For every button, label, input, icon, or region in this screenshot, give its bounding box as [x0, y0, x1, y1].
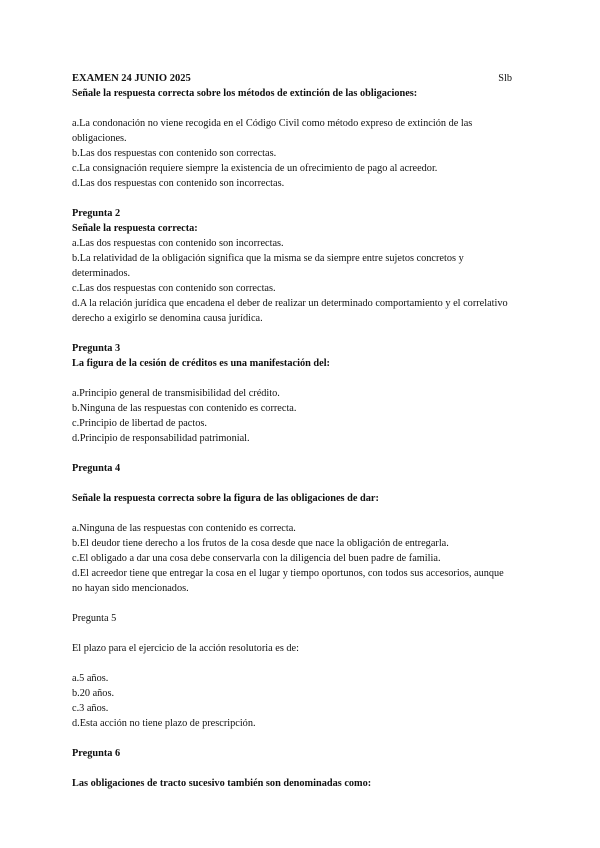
question-3-heading: Pregunta 3 — [72, 343, 121, 354]
question-6 — [72, 746, 512, 791]
question-5-option-d: d.Esta acción no tiene plazo de prescripción. — [72, 718, 256, 729]
question-4-option-d: d.El acreedor tiene que entregar la cosa en el lugar y tiempo oportunos, con todos sus accesorios, aunque no hayan sido mencionados. — [72, 568, 504, 594]
question-6-statement: Las obligaciones de tracto sucesivo también son denominadas como: — [72, 778, 372, 789]
question-2 — [72, 206, 512, 326]
question-3-option-c: c.Principio de libertad de pactos. — [72, 418, 207, 429]
exam-header — [72, 71, 512, 86]
question-5 — [72, 611, 512, 731]
exam-page — [72, 71, 512, 791]
question-4-statement: Señale la respuesta correcta sobre la figura de las obligaciones de dar: — [72, 493, 379, 504]
question-1 — [72, 86, 512, 191]
question-4 — [72, 461, 512, 596]
question-1-option-a: a.La condonación no viene recogida en el Código Civil como método expreso de extinción de las obligaciones. — [72, 118, 473, 144]
question-2-option-a: a.Las dos respuestas con contenido son incorrectas. — [72, 238, 284, 249]
question-4-heading: Pregunta 4 — [72, 463, 121, 474]
question-4-option-c: c.El obligado a dar una cosa debe conservarla con la diligencia del buen padre de familia. — [72, 553, 441, 564]
question-3-option-b: b.Ninguna de las respuestas con contenido es correcta. — [72, 403, 297, 414]
question-3-statement: La figura de la cesión de créditos es una manifestación del: — [72, 358, 330, 369]
question-5-option-b: b.20 años. — [72, 688, 115, 699]
question-2-option-b: b.La relatividad de la obligación significa que la misma se da siempre entre sujetos concretos y determinados. — [72, 253, 464, 279]
question-1-option-d: d.Las dos respuestas con contenido son incorrectas. — [72, 178, 285, 189]
question-2-heading: Pregunta 2 — [72, 208, 121, 219]
question-5-option-a: a.5 años. — [72, 673, 109, 684]
question-1-option-c: c.La consignación requiere siempre la existencia de un ofrecimiento de pago al acreedor. — [72, 163, 438, 174]
question-2-option-c: c.Las dos respuestas con contenido son correctas. — [72, 283, 276, 294]
question-5-statement: El plazo para el ejercicio de la acción resolutoria es de: — [72, 643, 299, 654]
exam-title: EXAMEN 24 JUNIO 2025 — [72, 73, 191, 84]
exam-code: Slb — [498, 73, 512, 84]
question-2-statement: Señale la respuesta correcta: — [72, 223, 198, 234]
question-4-option-b: b.El deudor tiene derecho a los frutos de la cosa desde que nace la obligación de entregarla. — [72, 538, 449, 549]
question-3-option-d: d.Principio de responsabilidad patrimonial. — [72, 433, 250, 444]
question-5-heading: Pregunta 5 — [72, 613, 117, 624]
question-2-option-d: d.A la relación jurídica que encadena el deber de realizar un determinado comportamiento y el correlativo derecho a exigirlo se denomina causa jurídica. — [72, 298, 508, 324]
question-1-option-b: b.Las dos respuestas con contenido son correctas. — [72, 148, 277, 159]
question-6-heading: Pregunta 6 — [72, 748, 121, 759]
question-4-option-a: a.Ninguna de las respuestas con contenido es correcta. — [72, 523, 296, 534]
question-5-option-c: c.3 años. — [72, 703, 109, 714]
question-3 — [72, 341, 512, 446]
question-3-option-a: a.Principio general de transmisibilidad del crédito. — [72, 388, 280, 399]
question-1-statement: Señale la respuesta correcta sobre los métodos de extinción de las obligaciones: — [72, 88, 418, 99]
